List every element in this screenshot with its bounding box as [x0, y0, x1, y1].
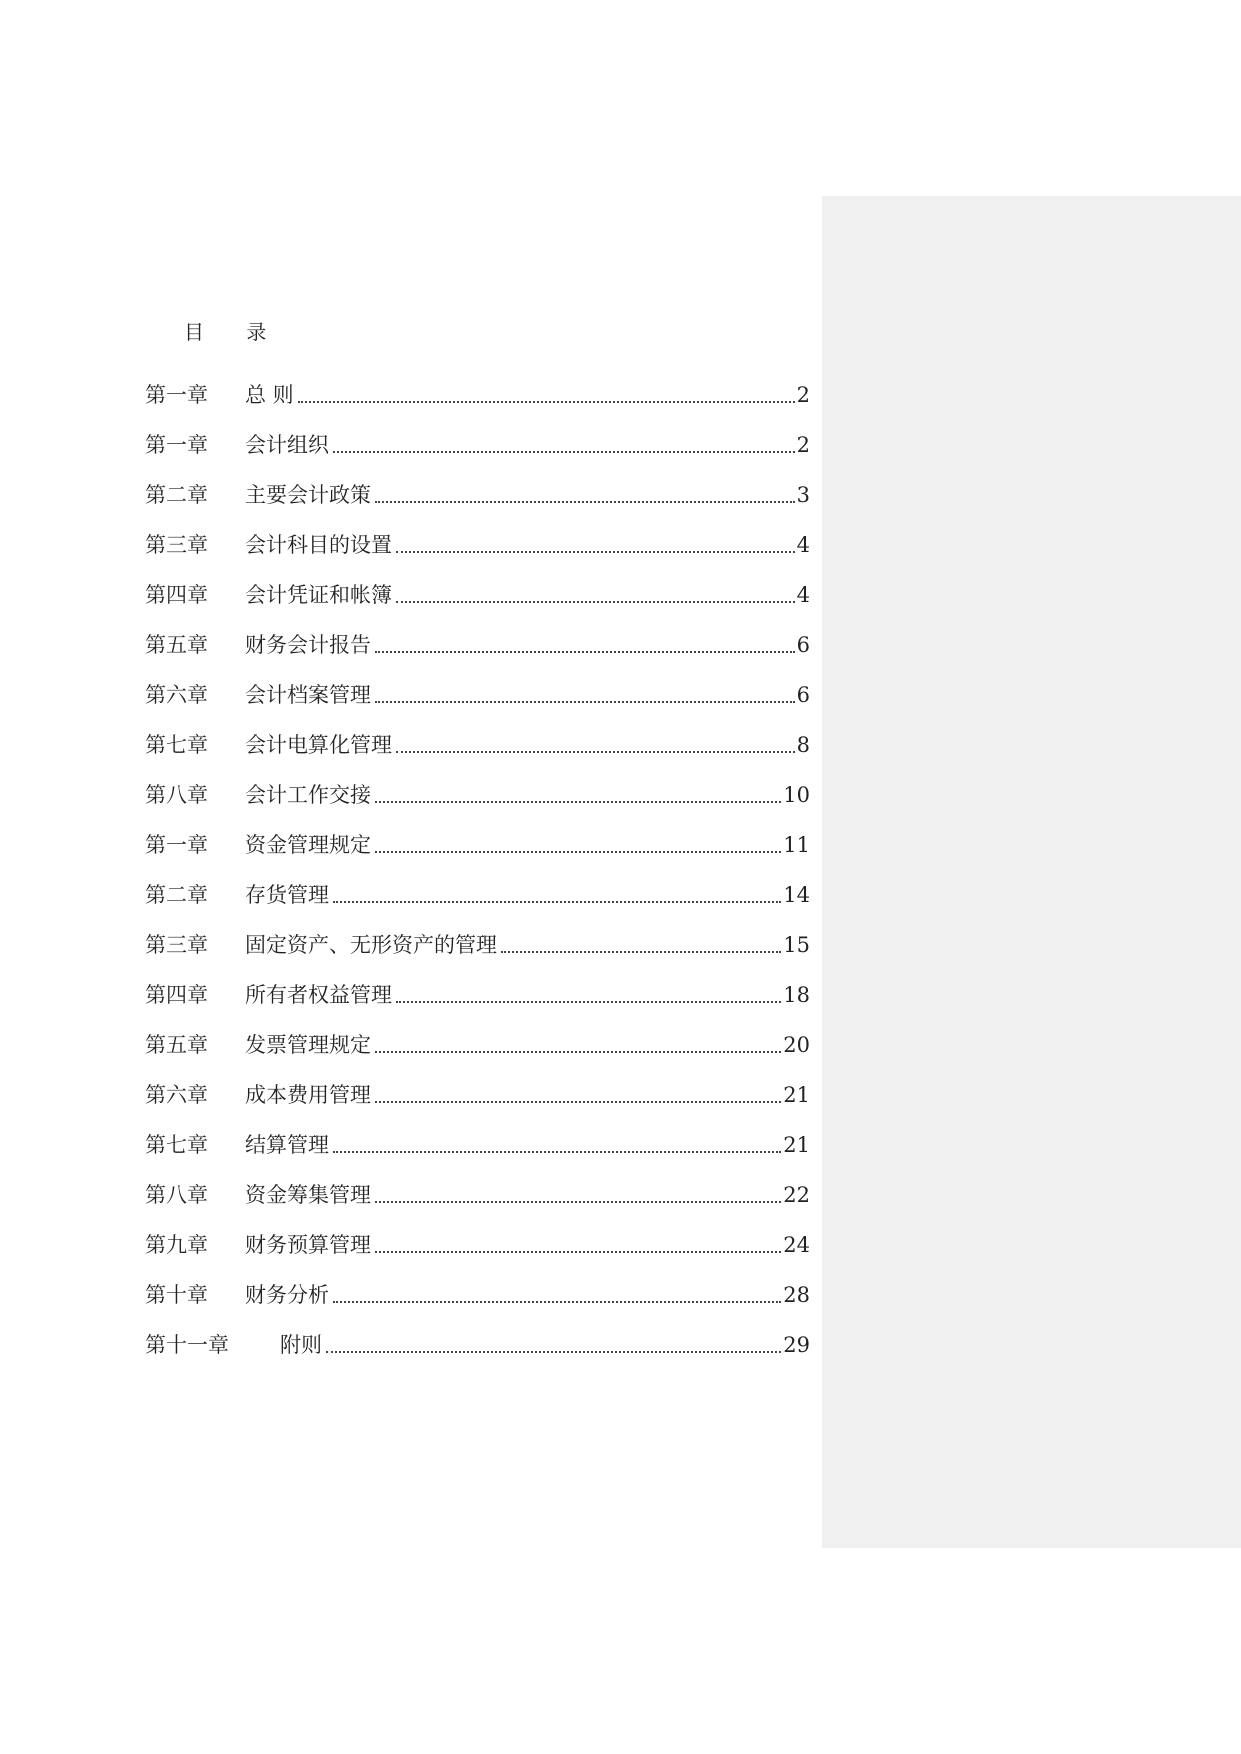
- toc-chapter-title: 财务会计报告: [245, 633, 371, 657]
- toc-entry[interactable]: [145, 558, 810, 608]
- toc-entry[interactable]: [145, 608, 810, 658]
- toc-dot-leader: [396, 551, 795, 553]
- toc-dot-leader: [375, 1251, 781, 1253]
- toc-page-number: 14: [783, 883, 810, 907]
- toc-entry[interactable]: [145, 808, 810, 858]
- toc-dot-leader: [326, 1351, 781, 1353]
- toc-chapter-number: 第五章: [145, 1033, 208, 1057]
- toc-chapter-number: 第二章: [145, 883, 208, 907]
- toc-chapter-number: 第一章: [145, 383, 208, 407]
- toc-chapter-title: 会计组织: [245, 433, 329, 457]
- toc-chapter-title: 财务分析: [245, 1283, 329, 1307]
- toc-dot-leader: [298, 401, 795, 403]
- toc-chapter-number: 第九章: [145, 1233, 208, 1257]
- toc-chapter-number: 第三章: [145, 533, 208, 557]
- toc-page-number: 8: [796, 733, 810, 757]
- toc-chapter-number: 第七章: [145, 733, 208, 757]
- toc-dot-leader: [333, 451, 795, 453]
- toc-dot-leader: [396, 1001, 781, 1003]
- toc-dot-leader: [333, 901, 781, 903]
- toc-entry[interactable]: [145, 458, 810, 508]
- toc-chapter-number: 第一章: [145, 833, 208, 857]
- comment-pane: [822, 196, 1241, 1548]
- toc-chapter-title: 资金筹集管理: [245, 1183, 371, 1207]
- toc-dot-leader: [501, 951, 781, 953]
- toc-page-number: 15: [783, 933, 810, 957]
- toc-dot-leader: [333, 1151, 781, 1153]
- toc-chapter-number: 第二章: [145, 483, 208, 507]
- toc-chapter-title: 会计档案管理: [245, 683, 371, 707]
- toc-chapter-title: 结算管理: [245, 1133, 329, 1157]
- toc-entry[interactable]: [145, 358, 810, 408]
- toc-entry[interactable]: [145, 708, 810, 758]
- toc-chapter-title: 会计凭证和帐簿: [245, 583, 392, 607]
- toc-chapter-title: 会计工作交接: [245, 783, 371, 807]
- toc-entry[interactable]: [145, 758, 810, 808]
- toc-dot-leader: [396, 751, 795, 753]
- toc-entry[interactable]: [145, 1158, 810, 1208]
- toc-page-number: 28: [783, 1283, 810, 1307]
- toc-page-number: 29: [783, 1333, 810, 1357]
- toc-page-number: 22: [783, 1183, 810, 1207]
- toc-page-number: 10: [783, 783, 810, 807]
- toc-chapter-number: 第六章: [145, 683, 208, 707]
- toc-entry[interactable]: [145, 1258, 810, 1308]
- toc-entry[interactable]: [145, 858, 810, 908]
- toc-entry[interactable]: [145, 658, 810, 708]
- toc-page-number: 21: [783, 1083, 810, 1107]
- table-of-contents: [145, 358, 810, 1358]
- toc-entry[interactable]: [145, 908, 810, 958]
- toc-chapter-number: 第十章: [145, 1283, 208, 1307]
- toc-page-number: 4: [796, 533, 810, 557]
- toc-chapter-title: 成本费用管理: [245, 1083, 371, 1107]
- toc-page-number: 24: [783, 1233, 810, 1257]
- toc-chapter-title: 发票管理规定: [245, 1033, 371, 1057]
- toc-chapter-number: 第八章: [145, 1183, 208, 1207]
- toc-chapter-title: 存货管理: [245, 883, 329, 907]
- toc-page-number: 2: [796, 383, 810, 407]
- toc-title: 目 录: [184, 320, 285, 344]
- toc-dot-leader: [375, 651, 795, 653]
- toc-chapter-number: 第六章: [145, 1083, 208, 1107]
- toc-entry[interactable]: [145, 1108, 810, 1158]
- toc-dot-leader: [396, 601, 795, 603]
- toc-page-number: 6: [796, 633, 810, 657]
- toc-chapter-title: 会计电算化管理: [245, 733, 392, 757]
- toc-entry[interactable]: [145, 408, 810, 458]
- toc-chapter-title: 附则: [280, 1333, 322, 1357]
- toc-chapter-number: 第一章: [145, 433, 208, 457]
- toc-page-number: 6: [796, 683, 810, 707]
- toc-chapter-number: 第八章: [145, 783, 208, 807]
- toc-dot-leader: [375, 1101, 781, 1103]
- toc-entry[interactable]: [145, 1208, 810, 1258]
- toc-entry[interactable]: [145, 508, 810, 558]
- toc-page-number: 3: [796, 483, 810, 507]
- toc-chapter-number: 第四章: [145, 983, 208, 1007]
- toc-dot-leader: [375, 1201, 781, 1203]
- toc-chapter-number: 第七章: [145, 1133, 208, 1157]
- toc-chapter-number: 第四章: [145, 583, 208, 607]
- toc-page-number: 11: [783, 833, 810, 857]
- toc-chapter-title: 会计科目的设置: [245, 533, 392, 557]
- toc-page-number: 18: [783, 983, 810, 1007]
- toc-page-number: 2: [796, 433, 810, 457]
- toc-entry[interactable]: [145, 958, 810, 1008]
- toc-chapter-title: 固定资产、无形资产的管理: [245, 933, 497, 957]
- toc-page-number: 20: [783, 1033, 810, 1057]
- toc-chapter-title: 主要会计政策: [245, 483, 371, 507]
- toc-dot-leader: [333, 1301, 781, 1303]
- toc-dot-leader: [375, 801, 781, 803]
- toc-dot-leader: [375, 701, 795, 703]
- toc-entry[interactable]: [145, 1058, 810, 1108]
- toc-entry[interactable]: [145, 1008, 810, 1058]
- toc-chapter-number: 第三章: [145, 933, 208, 957]
- toc-chapter-number: 第十一章: [145, 1333, 229, 1357]
- toc-chapter-title: 资金管理规定: [245, 833, 371, 857]
- toc-chapter-title: 财务预算管理: [245, 1233, 371, 1257]
- toc-dot-leader: [375, 1051, 781, 1053]
- toc-chapter-title: 总 则: [245, 383, 294, 407]
- toc-chapter-number: 第五章: [145, 633, 208, 657]
- toc-page-number: 4: [796, 583, 810, 607]
- toc-entry[interactable]: [145, 1308, 810, 1358]
- toc-chapter-title: 所有者权益管理: [245, 983, 392, 1007]
- toc-dot-leader: [375, 851, 781, 853]
- toc-dot-leader: [375, 501, 795, 503]
- toc-page-number: 21: [783, 1133, 810, 1157]
